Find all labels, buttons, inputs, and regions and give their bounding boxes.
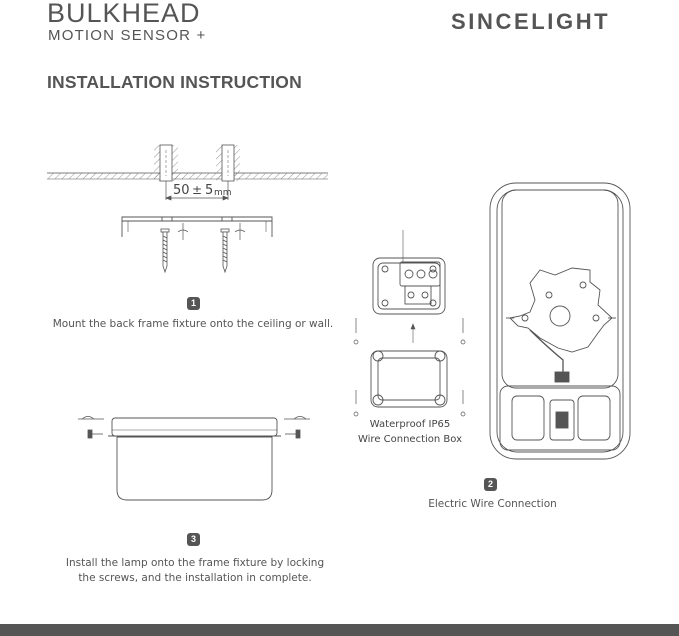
step-3-caption-line2: the screws, and the installation in complete. [78, 572, 312, 584]
step-1-badge: 1 [187, 297, 200, 310]
footer-bar [0, 624, 679, 636]
step-3-caption-line1: Install the lamp onto the frame fixture by locking [65, 557, 325, 569]
step-1-caption: Mount the back frame fixture onto the ceiling or wall. [52, 318, 334, 330]
ceiling-section [47, 173, 328, 179]
lamp-locking-screw-left [78, 417, 104, 439]
wire-connection-box-bottom [371, 351, 447, 407]
lamp-back-frame [490, 183, 630, 459]
step-3-badge: 3 [187, 533, 200, 546]
dimension-tolerance-symbol: ± [192, 183, 203, 197]
mounting-bracket [122, 217, 272, 237]
step-2-badge: 2 [484, 478, 497, 491]
step-2-caption: Electric Wire Connection [428, 498, 557, 510]
rotation-arrow-icon [178, 223, 245, 240]
lamp-side-view [108, 418, 281, 500]
dimension-unit: mm [214, 188, 232, 198]
lamp-locking-screw-right [284, 417, 310, 439]
wall-anchor-right [216, 145, 240, 181]
screw-right [221, 229, 229, 272]
wire-connection-box-top [373, 230, 445, 314]
section-title: INSTALLATION INSTRUCTION [47, 72, 302, 92]
screw-left [161, 229, 169, 272]
product-line-title: BULKHEAD [47, 0, 201, 28]
dimension-value: 50 [173, 183, 190, 198]
wall-anchor-left [154, 145, 178, 181]
box-label-line2: Wire Connection Box [357, 434, 463, 445]
dimension-tolerance-value: 5 [205, 183, 214, 198]
box-label-line1: Waterproof IP65 [369, 419, 451, 430]
brand-logo: SINCELIGHT [451, 9, 611, 34]
product-variant-subtitle: MOTION SENSOR + [48, 27, 207, 44]
assembly-arrow-icon [411, 324, 415, 343]
